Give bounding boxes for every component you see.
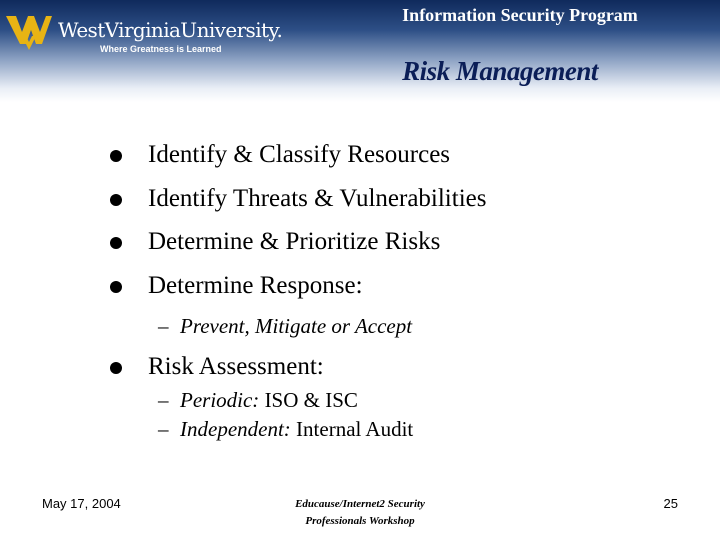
- bullet-dot-icon: [110, 194, 122, 206]
- bullet-dot-icon: [110, 150, 122, 162]
- sub-dash: –: [158, 417, 169, 441]
- sub-dash: –: [158, 314, 169, 338]
- footer-event-line: Educause/Internet2 Security: [295, 498, 425, 510]
- logo-tagline: Where Greatness is Learned: [100, 44, 222, 54]
- wvu-logo: [6, 10, 283, 60]
- sub-dash: –: [158, 388, 169, 412]
- assessment-sub-item: [180, 387, 358, 413]
- bullet-dot-icon: [110, 281, 122, 293]
- program-name: Information Security Program: [402, 5, 638, 25]
- bullet-item: Determine Response:: [148, 272, 363, 299]
- assessment-term: Periodic:: [180, 388, 260, 412]
- footer-event-line: Professionals Workshop: [305, 515, 415, 527]
- assessment-term: Independent:: [180, 417, 291, 441]
- bullet-item: Identify Threats & Vulnerabilities: [148, 185, 487, 212]
- page-number: 25: [663, 496, 678, 511]
- header-banner: [0, 0, 720, 102]
- assessment-detail: ISO & ISC: [264, 388, 358, 412]
- bullet-item: Identify & Classify Resources: [148, 141, 451, 168]
- assessment-detail: Internal Audit: [296, 417, 414, 441]
- assessment-sub-item: [180, 416, 413, 442]
- logo-wordmark: WestVirginiaUniversity.: [58, 18, 283, 42]
- bullet-dot-icon: [110, 362, 122, 374]
- risk-assessment-item: Risk Assessment:: [148, 353, 324, 380]
- bullet-dot-icon: [110, 237, 122, 249]
- footer-date: May 17, 2004: [42, 496, 121, 511]
- bullet-item: Determine & Prioritize Risks: [148, 228, 441, 255]
- slide-title: Risk Management: [402, 56, 598, 86]
- flying-wv-icon: [6, 14, 52, 50]
- footer-event: [230, 496, 490, 530]
- response-sub-item: Prevent, Mitigate or Accept: [180, 314, 413, 338]
